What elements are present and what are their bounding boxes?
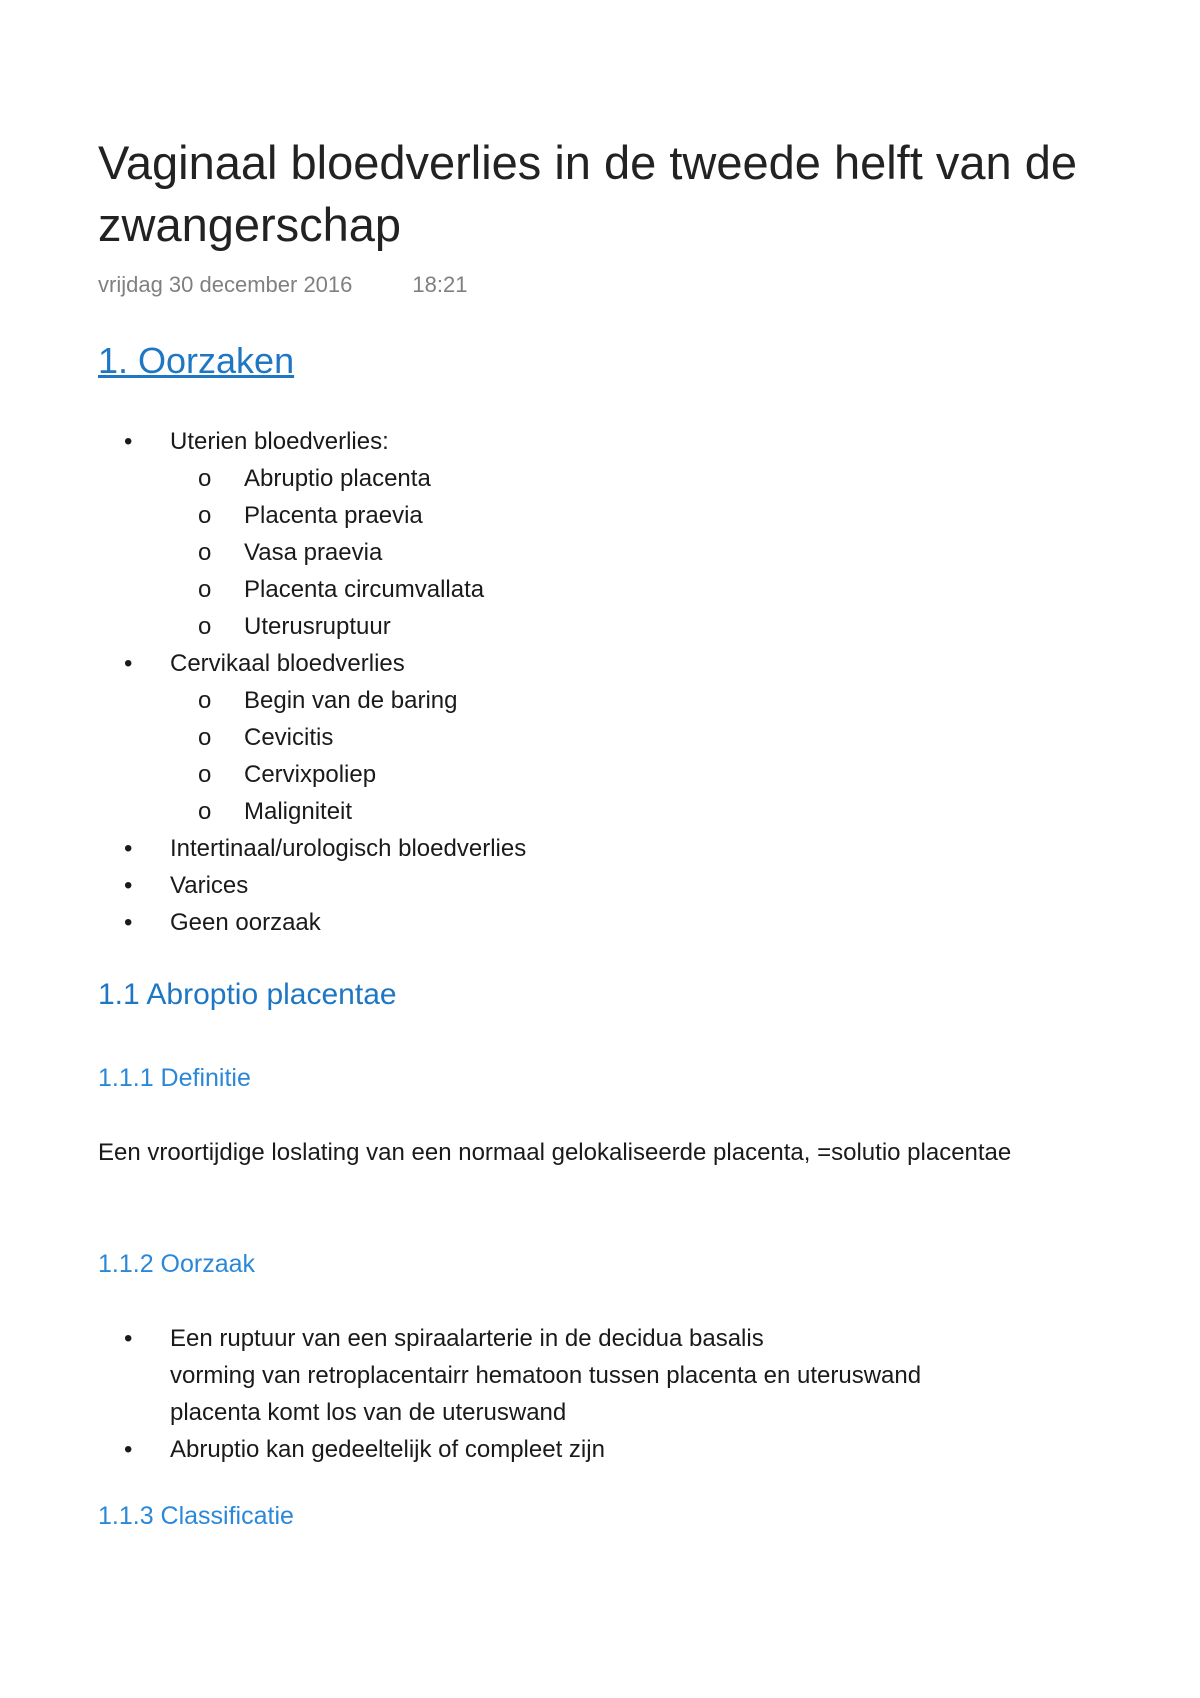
list-item: • Uterien bloedverlies:	[98, 423, 526, 460]
oorzaak-line-1: • Een ruptuur van een spiraalarterie in de decidua basalis	[170, 1325, 764, 1352]
oorzaak-list	[98, 1320, 1058, 1468]
list-item: o Vasa praevia	[98, 534, 526, 571]
subsection-heading-oorzaak: 1.1.2 Oorzaak	[98, 1250, 256, 1278]
subsection-heading-classificatie: 1.1.3 Classificatie	[98, 1502, 294, 1530]
oorzaak-line-3: placenta komt los van de uteruswand	[170, 1399, 567, 1426]
list-item: • Cervikaal bloedverlies	[98, 645, 526, 682]
list-item: • Abruptio kan gedeeltelijk of compleet zijn	[98, 1431, 1058, 1468]
list-item: o Begin van de baring	[98, 682, 526, 719]
list-item: • Intertinaal/urologisch bloedverlies	[98, 830, 526, 867]
list-item: o Abruptio placenta	[98, 460, 526, 497]
list-item: o Cervixpoliep	[98, 756, 526, 793]
oorzaken-list	[98, 423, 526, 941]
list-item: • Varices	[98, 867, 526, 904]
page-title: Vaginaal bloedverlies in de tweede helft van de zwangerschap	[98, 136, 1077, 251]
list-item: o Placenta praevia	[98, 497, 526, 534]
list-item: o Placenta circumvallata	[98, 571, 526, 608]
subsection-heading-definitie: 1.1.1 Definitie	[98, 1064, 251, 1092]
section-heading-abroptio: 1.1 Abroptio placentae	[98, 978, 397, 1011]
definitie-text: Een vroortijdige loslating van een normaal gelokaliseerde placenta, =solutio placentae	[98, 1139, 1012, 1166]
note-time: 18:21	[412, 272, 468, 297]
section-heading-oorzaken: 1. Oorzaken	[98, 340, 295, 381]
oorzaak-line-2: vorming van retroplacentairr hematoon tussen placenta en uteruswand	[170, 1362, 922, 1389]
list-item: • Geen oorzaak	[98, 904, 526, 941]
list-item	[98, 1320, 1058, 1431]
list-item: o Cevicitis	[98, 719, 526, 756]
list-item: o Uterusruptuur	[98, 608, 526, 645]
note-timestamp	[98, 272, 467, 298]
list-item: o Maligniteit	[98, 793, 526, 830]
note-date: vrijdag 30 december 2016	[98, 272, 353, 297]
